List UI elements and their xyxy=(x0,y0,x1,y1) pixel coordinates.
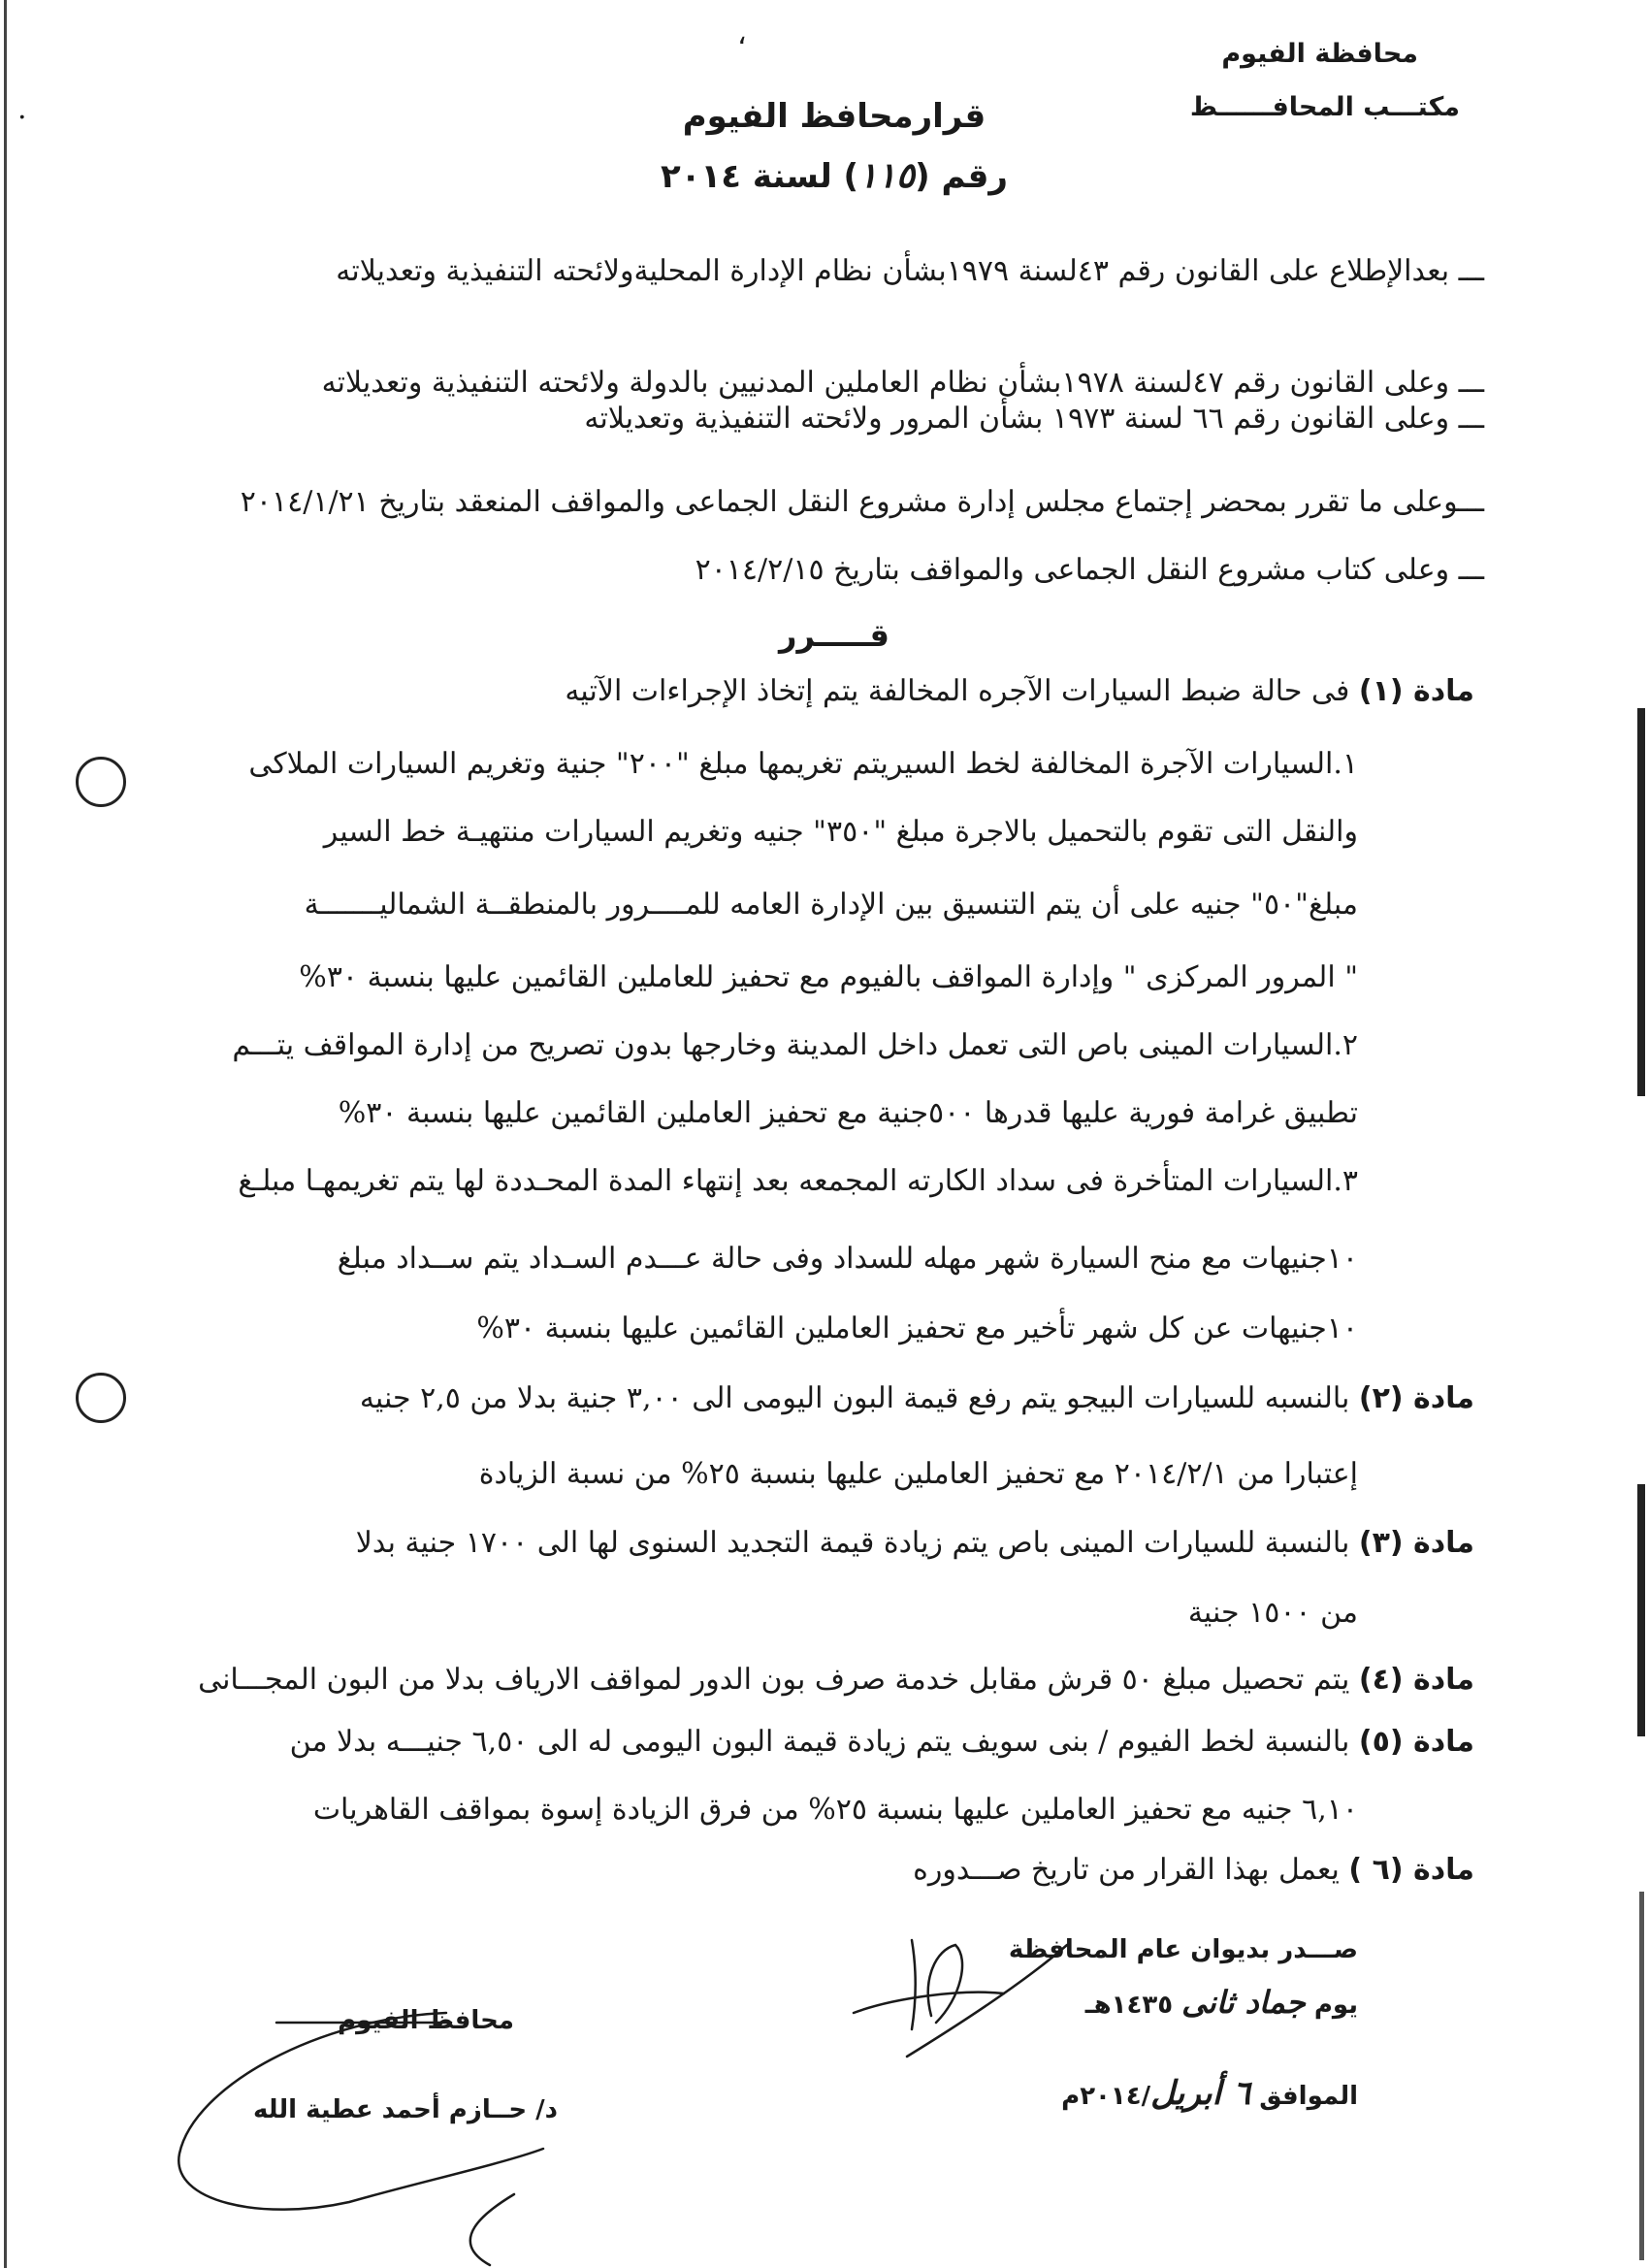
article-1-item-3-line: ١٠جنيهات عن كل شهر تأخير مع تحفيز العاملين القائمين عليها بنسبة ٣٠% xyxy=(476,1312,1358,1345)
article-5-label: مادة (٥) xyxy=(1358,1725,1474,1759)
decree-title: قرارمحافظ الفيوم xyxy=(682,97,986,136)
decided-heading: قـــــرر xyxy=(779,617,889,654)
preamble-line: ـــ بعدالإطلاع على القانون رقم ٤٣لسنة ١٩٧٩بشأن نظام الإدارة المحليةولائحته التنفيذية وتعديلاته xyxy=(336,254,1484,288)
preamble-line: ـــ وعلى القانون رقم ٤٧لسنة ١٩٧٨بشأن نظام العاملين المدنيين بالدولة ولائحته التنفيذية وتعديلاته xyxy=(321,366,1484,400)
scan-mark: . xyxy=(17,92,27,126)
governor-name: د/ حــازم أحمد عطية الله xyxy=(253,2095,558,2124)
signature-stroke xyxy=(912,1940,916,2029)
article-1-item-3-line: ٣.السيارات المتأخرة فى سداد الكارته المجمعه بعد إنتهاء المدة المحـددة لها يتم تغريمهـا مبلـغ xyxy=(238,1164,1358,1198)
article-4-text: يتم تحصيل مبلغ ٥٠ قرش مقابل خدمة صرف بون الدور لمواقف الارياف بدلا من البون المجـــانى xyxy=(198,1663,1359,1697)
article-6-label: مادة (٦ ) xyxy=(1348,1853,1474,1887)
article-3-label: مادة (٣) xyxy=(1358,1526,1474,1560)
decree-number-prefix: رقم ( xyxy=(915,157,1008,196)
decree-number-suffix: ) لسنة ٢٠١٤ xyxy=(661,157,859,196)
article-1-item-1-line: مبلغ"٥٠" جنيه على أن يتم التنسيق بين الإدارة العامه للمــــرور بالمنطقــة الشماليـــــــة xyxy=(304,888,1358,922)
scan-mark: ، xyxy=(737,17,747,51)
article-4-label: مادة (٤) xyxy=(1358,1663,1474,1697)
issued-at: صـــدر بديوان عام المحافظة xyxy=(1008,1935,1358,1964)
article-6-text: يعمل بهذا القرار من تاريخ صـــدوره xyxy=(913,1853,1349,1887)
governor-title: محافظ الفيوم xyxy=(338,2006,514,2035)
corresponding-label: الموافق xyxy=(1259,2082,1358,2111)
corresponding-handwritten: ٦ أبريل xyxy=(1150,2074,1251,2113)
article-1-item-1-line: " المرور المركزى " وإدارة المواقف بالفيوم مع تحفيز للعاملين القائمين عليها بنسبة ٣٠% xyxy=(299,960,1358,994)
article-1-item-3-line: ١٠جنيهات مع منح السيارة شهر مهله للسداد وفى حالة عـــدم السـداد يتم ســداد مبلغ xyxy=(337,1242,1358,1276)
governor-signature-arc xyxy=(178,2013,543,2210)
article-3-text: بالنسبة للسيارات المينى باص يتم زيادة قيمة التجديد السنوى لها الى ١٧٠٠ جنية بدلا xyxy=(355,1526,1359,1560)
article-1-item-2-line: ٢.السيارات المينى باص التى تعمل داخل المدينة وخارجها بدون تصريح من إدارة المواقف يتـــم xyxy=(232,1028,1358,1062)
governor-signature-tail xyxy=(470,2194,514,2265)
article-3-line-2: من ١٥٠٠ جنية xyxy=(1187,1596,1358,1630)
article-1-item-1-line: ١.السيارات الآجرة المخالفة لخط السيريتم تغريمها مبلغ "٢٠٠" جنية وتغريم السيارات الملاكى xyxy=(248,747,1358,781)
article-5-line-2: ٦,١٠ جنيه مع تحفيز العاملين عليها بنسبة ٢٥% من فرق الزيادة إسوة بمواقف القاهريات xyxy=(312,1793,1358,1827)
signature-stroke xyxy=(907,1945,1067,2057)
article-1-text: فى حالة ضبط السيارات الآجره المخالفة يتم إتخاذ الإجراءات الآتيه xyxy=(565,674,1359,708)
issuance-day-handwritten: جماد ثانى xyxy=(1181,1984,1306,2021)
article-2-label: مادة (٢) xyxy=(1358,1381,1474,1415)
preamble-line: ـــ وعلى القانون رقم ٦٦ لسنة ١٩٧٣ بشأن المرور ولائحته التنفيذية وتعديلاته xyxy=(584,402,1484,436)
gregorian-year: /٢٠١٤م xyxy=(1061,2082,1151,2111)
decree-number-handwritten: ١١٥ xyxy=(858,155,916,196)
article-1-item-2-line: تطبيق غرامة فورية عليها قدرها ٥٠٠جنية مع تحفيز العاملين القائمين عليها بنسبة ٣٠% xyxy=(338,1096,1358,1130)
article-2-line-2: إعتبارا من ٢٠١٤/٢/١ مع تحفيز العاملين عليها بنسبة ٢٥% من نسبة الزيادة xyxy=(478,1457,1358,1491)
preamble-line: ـــوعلى ما تقرر بمحضر إجتماع مجلس إدارة مشروع النقل الجماعى والمواقف المنعقد بتاريخ ٢٠١٤/١/٢١ xyxy=(240,485,1484,519)
article-1-label: مادة (١) xyxy=(1358,674,1474,708)
article-2-text: بالنسبه للسيارات البيجو يتم رفع قيمة البون اليومى الى ٣,٠٠ جنية بدلا من ٢,٥ جنيه xyxy=(359,1381,1359,1415)
issuance-day-label: يوم xyxy=(1313,1991,1358,2020)
issuance-hijri-year: ١٤٣٥هـ xyxy=(1084,1991,1174,2020)
signature-stroke xyxy=(928,1945,962,2023)
article-5-text: بالنسبة لخط الفيوم / بنى سويف يتم زيادة قيمة البون اليومى له الى ٦,٥٠ جنيـــه بدلا من xyxy=(289,1725,1359,1759)
preamble-line: ـــ وعلى كتاب مشروع النقل الجماعى والمواقف بتاريخ ٢٠١٤/٢/١٥ xyxy=(695,553,1484,587)
article-1-item-1-line: والنقل التى تقوم بالتحميل بالاجرة مبلغ "٣٥٠" جنيه وتغريم السيارات منتهيـة خط السير xyxy=(323,815,1358,849)
governor-office: مكتـــب المحافــــــظ xyxy=(1189,92,1460,122)
governorate-name: محافظة الفيوم xyxy=(1221,39,1418,69)
